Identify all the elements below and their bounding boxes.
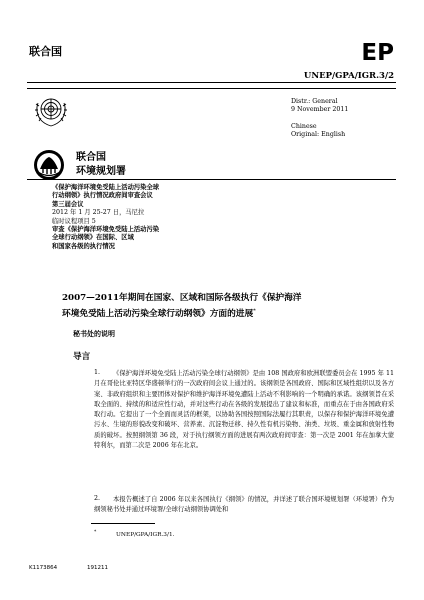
header-rule-top bbox=[27, 82, 396, 83]
header-rule-bottom bbox=[27, 88, 396, 89]
distribution-block bbox=[291, 98, 348, 139]
document-symbol: UNEP/GPA/IGR.3/2 bbox=[303, 71, 394, 81]
secretariat-note: 秘书处的说明 bbox=[73, 329, 115, 338]
unep-name bbox=[76, 151, 126, 179]
meeting-info bbox=[52, 184, 252, 251]
job-number: K1173864 bbox=[29, 565, 58, 571]
unep-name-line-2: 环境规划署 bbox=[76, 166, 126, 177]
footnote-mark: * bbox=[94, 530, 97, 535]
meeting-title-line-1: 《保护海洋环境免受陆上活动污染全球 bbox=[52, 184, 160, 191]
distribution-date: 9 November 2011 bbox=[291, 106, 349, 114]
agenda-title-line-3: 和国家各级的执行情况 bbox=[52, 242, 115, 250]
distribution-line: Distr.: General bbox=[291, 98, 338, 105]
title-footnote-mark: * bbox=[253, 308, 256, 314]
footnote-rule bbox=[91, 523, 155, 524]
meeting-rule bbox=[27, 179, 396, 180]
unep-name-line-1: 联合国 bbox=[76, 152, 106, 163]
meeting-date-place: 2012 年 1 月 25-27 日，马尼拉 bbox=[52, 209, 145, 217]
title-line-2 bbox=[62, 305, 362, 321]
paragraph-number: 1. bbox=[94, 369, 101, 376]
title-line-2-text: 环境免受陆上活动污染全球行动纲领》方面的进展 bbox=[62, 308, 254, 319]
paragraph-1: 《保护海洋环境免受陆上活动污染全球行动纲领》是由 108 国政府和欧洲联盟委员会在 1995 年 11 月在哥伦比亚特区华盛顿举行的一次政府间会议上通过的。该纲领是各国政府、国际和区域性组织以及各方案、非政府组织和主要团体对保护和维护海洋环境免遭陆上活动不利影响的一个明确的承诺。该纲领旨在采取全面的、持续的和适应性行动，并对这些行动在各级的发展提出了建议和标准，而重点在于由各国政府采取行动。它提出了一个全面而灵活的框架，以协助各国按照国际法履行其职责，以保存和保护海洋环境免遭污水、生境的形貌改变和破坏、营养素、沉淀物迁移、持久性有机污染物、油类、垃圾、重金属和放射性物质的破坏。按照纲领第 36 段，对于执行纲领方面的进展有两次政府间审查：第一次是 2001 年在加拿大蒙特利尔，而第二次是 2006 年在北京。 bbox=[94, 370, 394, 450]
unep-logo-icon bbox=[31, 149, 67, 181]
paragraph-number: 2. bbox=[94, 495, 101, 502]
language-line: Chinese bbox=[291, 122, 317, 130]
title-line-1: 2007—2011年期间在国家、区域和国际各级执行《保护海洋 bbox=[62, 293, 302, 303]
original-language-line: Original: English bbox=[291, 130, 346, 138]
footnote-text: UNEP/GPA/IGR.3/1. bbox=[116, 532, 175, 538]
section-heading: 导言 bbox=[73, 352, 91, 362]
distribution-spacer bbox=[291, 114, 348, 122]
meeting-title-line-2: 行动纲领》执行情况政府间审查会议 bbox=[52, 192, 153, 200]
agenda-title-line-2: 全球行动纲领》在国际、区域 bbox=[52, 234, 134, 242]
ep-mark: EP bbox=[361, 40, 394, 66]
paragraph-2: 本报告概述了自 2006 年以来各国执行《纲领》的情况，并详述了联合国环境规划署（环境署）作为纲领秘书处并通过环境署/全球行动纲领协调处和 bbox=[94, 496, 394, 514]
meeting-session: 第三届会议 bbox=[52, 200, 84, 208]
agenda-item: 临时议程项目 5 bbox=[52, 217, 96, 225]
un-emblem-icon bbox=[32, 93, 70, 129]
agenda-title-line-1: 审查《保护海洋环境免受陆上活动污染 bbox=[52, 226, 160, 234]
un-name: 联合国 bbox=[29, 45, 62, 58]
document-title bbox=[62, 292, 362, 321]
job-date: 191211 bbox=[87, 565, 108, 571]
